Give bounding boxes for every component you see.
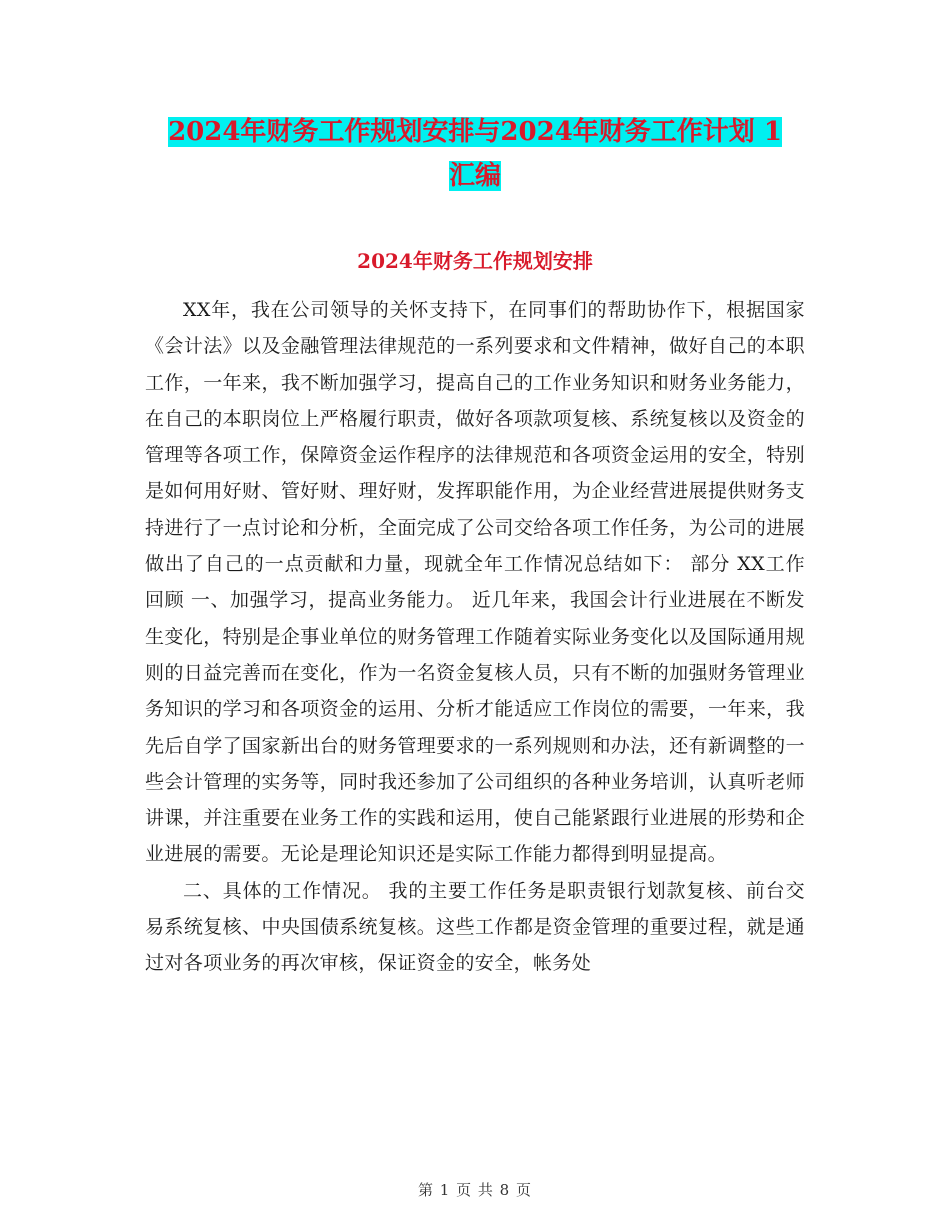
document-title-line1: 2024年财务工作规划安排与2024年财务工作计划 1 bbox=[168, 117, 782, 147]
body-text bbox=[145, 292, 805, 982]
body-paragraph-1: XX年，我在公司领导的关怀支持下，在同事们的帮助协作下，根据国家《会计法》以及金融管理法律规范的一系列要求和文件精神，做好自己的本职工作，一年来，我不断加强学习，提高自己的工作业务知识和财务业务能力，在自己的本职岗位上严格履行职责，做好各项款项复核、系统复核以及资金的管理等各项工作，保障资金运作程序的法律规范和各项资金运用的安全，特别是如何用好财、管好财、理好财，发挥职能作用，为企业经营进展提供财务支持进行了一点讨论和分析，全面完成了公司交给各项工作任务，为公司的进展做出了自己的一点贡献和力量，现就全年工作情况总结如下： 部分 XX工作回顾 一、加强学习，提高业务能力。 近几年来，我国会计行业进展在不断发生变化，特别是企事业单位的财务管理工作随着实际业务变化以及国际通用规则的日益完善而在变化，作为一名资金复核人员，只有不断的加强财务管理业务知识的学习和各项资金的运用、分析才能适应工作岗位的需要，一年来，我先后自学了国家新出台的财务管理要求的一系列规则和办法，还有新调整的一些会计管理的实务等，同时我还参加了公司组织的各种业务培训，认真听老师讲课，并注重要在业务工作的实践和运用，使自己能紧跟行业进展的形势和企业进展的需要。无论是理论知识还是实际工作能力都得到明显提高。 bbox=[145, 299, 805, 866]
page-footer: 第 1 页 共 8 页 bbox=[418, 1181, 532, 1199]
document-title bbox=[150, 110, 800, 198]
body-paragraph-2: 二、具体的工作情况。 我的主要工作任务是职责银行划款复核、前台交易系统复核、中央国债系统复核。这些工作都是资金管理的重要过程，就是通过对各项业务的再次审核，保证资金的安全，帐务处 bbox=[145, 879, 805, 975]
document-title-line2: 汇编 bbox=[448, 161, 501, 191]
section-title: 2024年财务工作规划安排 bbox=[357, 249, 593, 273]
